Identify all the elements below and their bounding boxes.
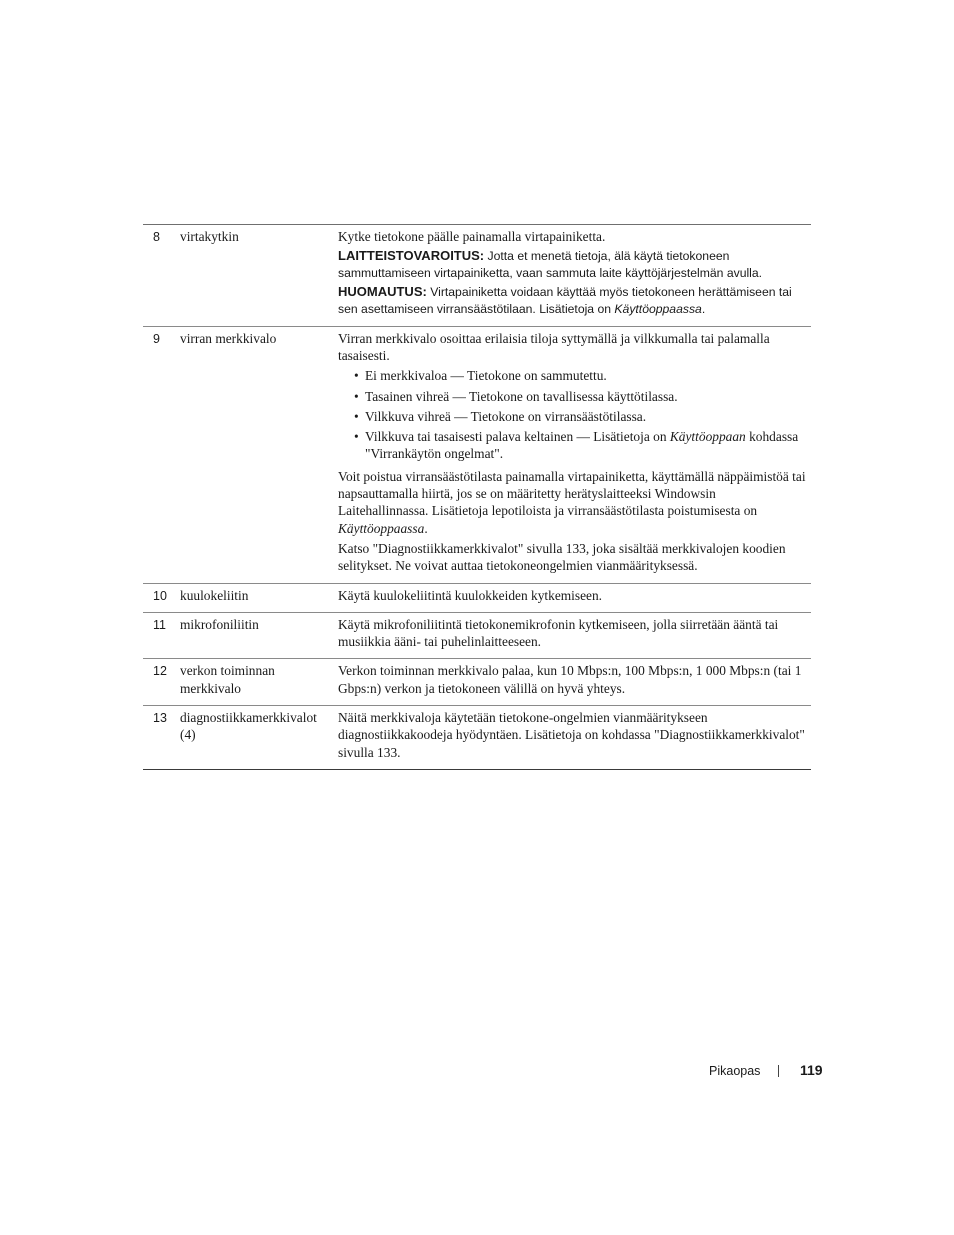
list-item-italic: Käyttöoppaan <box>669 429 746 445</box>
item-name: verkon toiminnan merkkivalo <box>180 663 275 696</box>
list-item <box>338 428 807 463</box>
list-item-text: Vilkkuva tai tasaisesti palava keltainen — Lisätietoja on <box>365 429 670 445</box>
list-item <box>338 388 807 405</box>
caution-text: Jotta et menetä tietoja, älä käytä tietokoneen sammuttamiseen virtapainiketta, vaan sammuta laite käyttöjärjestelmän avulla. <box>338 249 763 280</box>
caution-label: LAITTEISTOVAROITUS: <box>338 248 485 264</box>
description-text <box>338 468 807 537</box>
item-number: 11 <box>153 617 166 632</box>
item-description <box>338 584 811 612</box>
description-text: Virran merkkivalo osoittaa erilaisia tiloja syttymällä ja vilkkumalla tai palamalla tasaisesti. <box>338 330 770 363</box>
description-text: Käytä kuulokeliitintä kuulokkeiden kytkemiseen. <box>338 587 603 603</box>
item-number: 13 <box>153 711 167 726</box>
item-number: 8 <box>153 230 160 244</box>
description-text: Katso "Diagnostiikkamerkkivalot" sivulla 133, joka sisältää merkkivalojen koodien selitykset. Ne voivat auttaa tietokoneongelmien vianmäärityksessä. <box>338 540 786 574</box>
item-name: kuulokeliitin <box>180 587 249 603</box>
table-row <box>143 327 811 584</box>
description-text: Käytä mikrofoniliitintä tietokonemikrofonin kytkemiseen, jolla siirretään ääntä tai musiikkia ääni- tai puhelinlaitteeseen. <box>338 616 779 650</box>
status-list <box>338 367 807 462</box>
item-description <box>338 659 811 705</box>
table-row <box>143 613 811 660</box>
note <box>338 284 807 317</box>
component-table <box>143 224 811 770</box>
paragraph-text: Voit poistua virransäästötilasta painamalla virtapainiketta, käyttämällä näppäimistöä tai napsauttamalla hiirtä, jos se on määritetty herätyslaitteeksi Windowsin Laitehallinnassa. Lisätietoja lepotiloista ja virransäästötilasta poistumisesta on <box>338 468 806 519</box>
list-item-text: Tasainen vihreä — Tietokone on tavallisessa käyttötilassa. <box>365 388 678 404</box>
description-text: Kytke tietokone päälle painamalla virtapainiketta. <box>338 229 606 244</box>
note-text: Virtapainiketta voidaan käyttää myös tietokoneen herättämiseen tai sen asettamiseen virransäästötilaan. Lisätietoja on <box>338 285 792 317</box>
section-title: Pikaopas <box>709 1064 761 1078</box>
footer-divider <box>778 1065 779 1077</box>
table-row <box>143 225 811 327</box>
description-text: Verkon toiminnan merkkivalo palaa, kun 10 Mbps:n, 100 Mbps:n, 1 000 Mbps:n (tai 1 Gbps:n) verkon ja tietokoneen välillä on hyvä yhteys. <box>338 663 802 696</box>
bullet-icon: • <box>354 368 359 384</box>
hardware-caution <box>338 248 807 281</box>
list-item-end: kohdassa "Virrankäytön ongelmat". <box>365 429 799 462</box>
item-description <box>338 706 811 769</box>
item-description <box>338 327 811 583</box>
item-number: 10 <box>153 588 167 603</box>
item-name: virtakytkin <box>180 229 239 244</box>
bullet-icon: • <box>354 388 359 404</box>
bullet-icon: • <box>354 429 359 445</box>
list-item-text: Vilkkuva vihreä — Tietokone on virransäästötilassa. <box>365 408 647 424</box>
table-row <box>143 706 811 769</box>
item-number: 12 <box>153 664 167 679</box>
table-row <box>143 584 811 613</box>
item-number: 9 <box>153 331 160 346</box>
paragraph-end: . <box>424 520 428 536</box>
note-end: . <box>701 302 706 317</box>
note-italic: Käyttöoppaassa <box>614 302 702 317</box>
description-text: Näitä merkkivaloja käytetään tietokone-ongelmien vianmääritykseen diagnostiikkakoodeja hyödyntäen. Lisätietoja on kohdassa "Diagnostiikkamerkkivalot" sivulla 133. <box>338 710 805 760</box>
item-description <box>338 613 811 659</box>
bullet-icon: • <box>354 408 359 424</box>
item-name: diagnostiikkamerkkivalot (4) <box>180 710 317 743</box>
item-description <box>338 225 811 326</box>
item-name: virran merkkivalo <box>180 330 277 346</box>
list-item-text: Ei merkkivaloa — Tietokone on sammutettu. <box>365 368 607 384</box>
table-row <box>143 659 811 706</box>
note-label: HUOMAUTUS: <box>338 284 427 300</box>
paragraph-italic: Käyttöoppaassa <box>338 520 425 536</box>
page-number: 119 <box>800 1062 823 1078</box>
item-name: mikrofoniliitin <box>180 616 259 632</box>
list-item <box>338 367 807 384</box>
list-item <box>338 408 807 425</box>
